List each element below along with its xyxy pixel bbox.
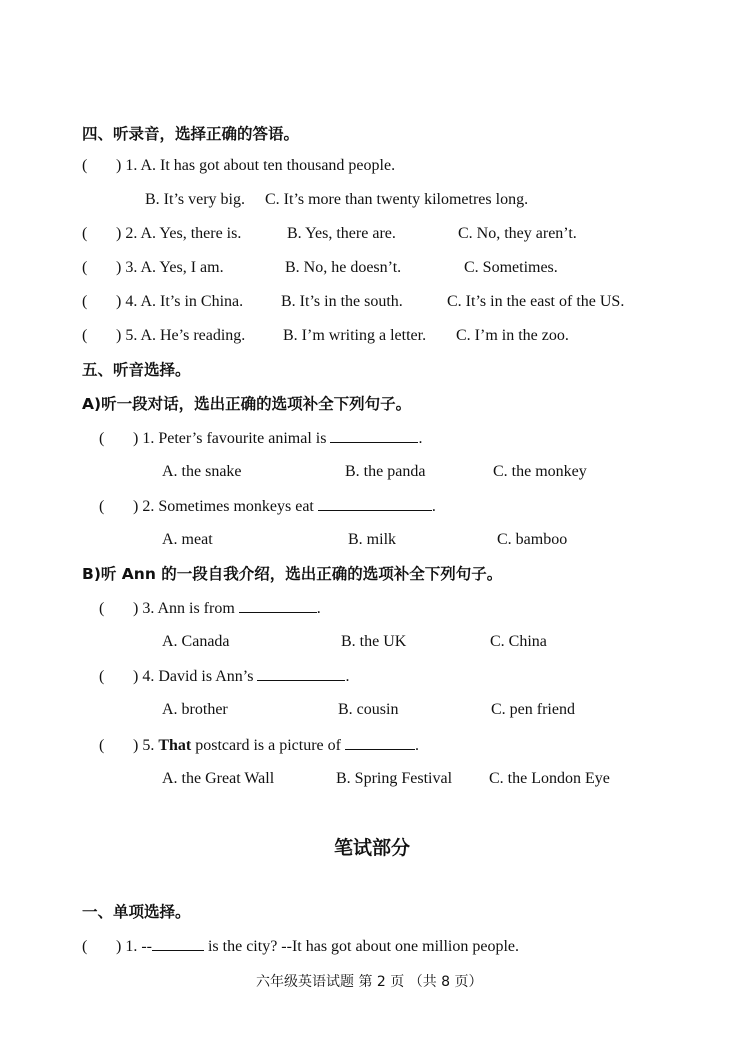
s4-q5-b: B. I’m writing a letter. [283, 327, 427, 344]
s4-q5-c: C. I’m in the zoo. [456, 327, 569, 344]
s5-q5-c: C. the London Eye [489, 770, 610, 787]
answer-paren[interactable]: ( [82, 157, 88, 174]
s5-q4-line: ( ) 4. David is Ann’s . [99, 668, 350, 685]
answer-blank[interactable] [345, 735, 415, 750]
s5-q1-c: C. the monkey [493, 463, 587, 480]
s4-q1-options-bc: B. It’s very big. C. It’s more than twenty kilometres long. [145, 191, 529, 208]
section5-heading: 五、听音选择。 [82, 361, 191, 379]
s5-q5-line: ( ) 5. That postcard is a picture of . [99, 737, 419, 754]
s4-q4-b: B. It’s in the south. [281, 293, 403, 310]
s5-q4-c: C. pen friend [491, 701, 575, 718]
page-footer: 六年级英语试题 第 2 页 （共 8 页） [256, 974, 483, 990]
s4-q4-c: C. It’s in the east of the US. [447, 293, 625, 310]
s5-q2-line: ( ) 2. Sometimes monkeys eat . [99, 498, 436, 515]
s5-q2-a: A. meat [162, 531, 213, 548]
answer-paren[interactable]: ( [82, 327, 88, 344]
answer-paren[interactable]: ( [99, 430, 105, 447]
answer-blank[interactable] [152, 936, 204, 951]
s5-q5-a: A. the Great Wall [162, 770, 275, 787]
s4-q5-line [82, 326, 245, 346]
s4-q1-text: ) 1. A. It has got about ten thousand people. [116, 157, 396, 174]
s5-q4-b: B. cousin [338, 701, 399, 718]
s4-q1-line [82, 156, 395, 176]
answer-blank[interactable] [330, 428, 418, 443]
s5-q3-c: C. China [490, 633, 547, 650]
answer-blank[interactable] [239, 598, 317, 613]
s5-q1-b: B. the panda [345, 463, 426, 480]
s5-q5-b: B. Spring Festival [336, 770, 453, 787]
s5-q4-a: A. brother [162, 701, 228, 718]
answer-paren[interactable]: ( [99, 668, 105, 685]
s5-q3-line: ( ) 3. Ann is from . [99, 600, 321, 617]
answer-paren[interactable]: ( [99, 600, 105, 617]
section5-partA-heading: A)听一段对话，选出正确的选项补全下列句子。 [82, 395, 412, 413]
s5-q1-text: ) 1. Peter’s favourite animal is [133, 430, 327, 447]
written-section1-heading: 一、单项选择。 [82, 903, 191, 921]
section5-partB-heading: B)听 Ann 的一段自我介绍，选出正确的选项补全下列句子。 [82, 565, 503, 583]
s5-q3-text: ) 3. Ann is from [133, 600, 235, 617]
s4-q5-a: ) 5. A. He’s reading. [116, 327, 246, 344]
s4-q3-a: ) 3. A. Yes, I am. [116, 259, 224, 276]
s5-q2-b: B. milk [348, 531, 397, 548]
s4-q3-c: C. Sometimes. [464, 259, 558, 276]
section4-heading: 四、听录音，选择正确的答语。 [82, 125, 300, 143]
answer-paren[interactable]: ( [82, 293, 88, 310]
emphasis-that: That [158, 737, 192, 754]
answer-blank[interactable] [257, 666, 345, 681]
s5-q2-text: ) 2. Sometimes monkeys eat [133, 498, 314, 515]
s5-q2-c: C. bamboo [497, 531, 568, 548]
s4-q4-line [82, 292, 243, 312]
written-section-title: 笔试部分 [334, 837, 411, 859]
answer-paren[interactable]: ( [82, 938, 88, 955]
s4-q2-a: ) 2. A. Yes, there is. [116, 225, 242, 242]
s5-q3-a: A. Canada [162, 633, 230, 650]
answer-paren[interactable]: ( [82, 225, 88, 242]
s5-q1-line: ( ) 1. Peter’s favourite animal is . [99, 430, 423, 447]
s4-q4-a: ) 4. A. It’s in China. [116, 293, 244, 310]
s4-q3-b: B. No, he doesn’t. [285, 259, 402, 276]
s4-q2-c: C. No, they aren’t. [458, 225, 577, 242]
answer-paren[interactable]: ( [99, 498, 105, 515]
s4-q2-b: B. Yes, there are. [287, 225, 396, 242]
s5-q4-text: ) 4. David is Ann’s [133, 668, 254, 685]
answer-blank[interactable] [318, 496, 432, 511]
s5-q3-b: B. the UK [341, 633, 407, 650]
s5-q1-a: A. the snake [162, 463, 242, 480]
s4-q3-line [82, 258, 224, 278]
s4-q2-line [82, 224, 241, 244]
answer-paren[interactable]: ( [99, 737, 105, 754]
w-q1-line: ( ) 1. -- is the city? --It has got about one million people. [82, 938, 520, 955]
answer-paren[interactable]: ( [82, 259, 88, 276]
